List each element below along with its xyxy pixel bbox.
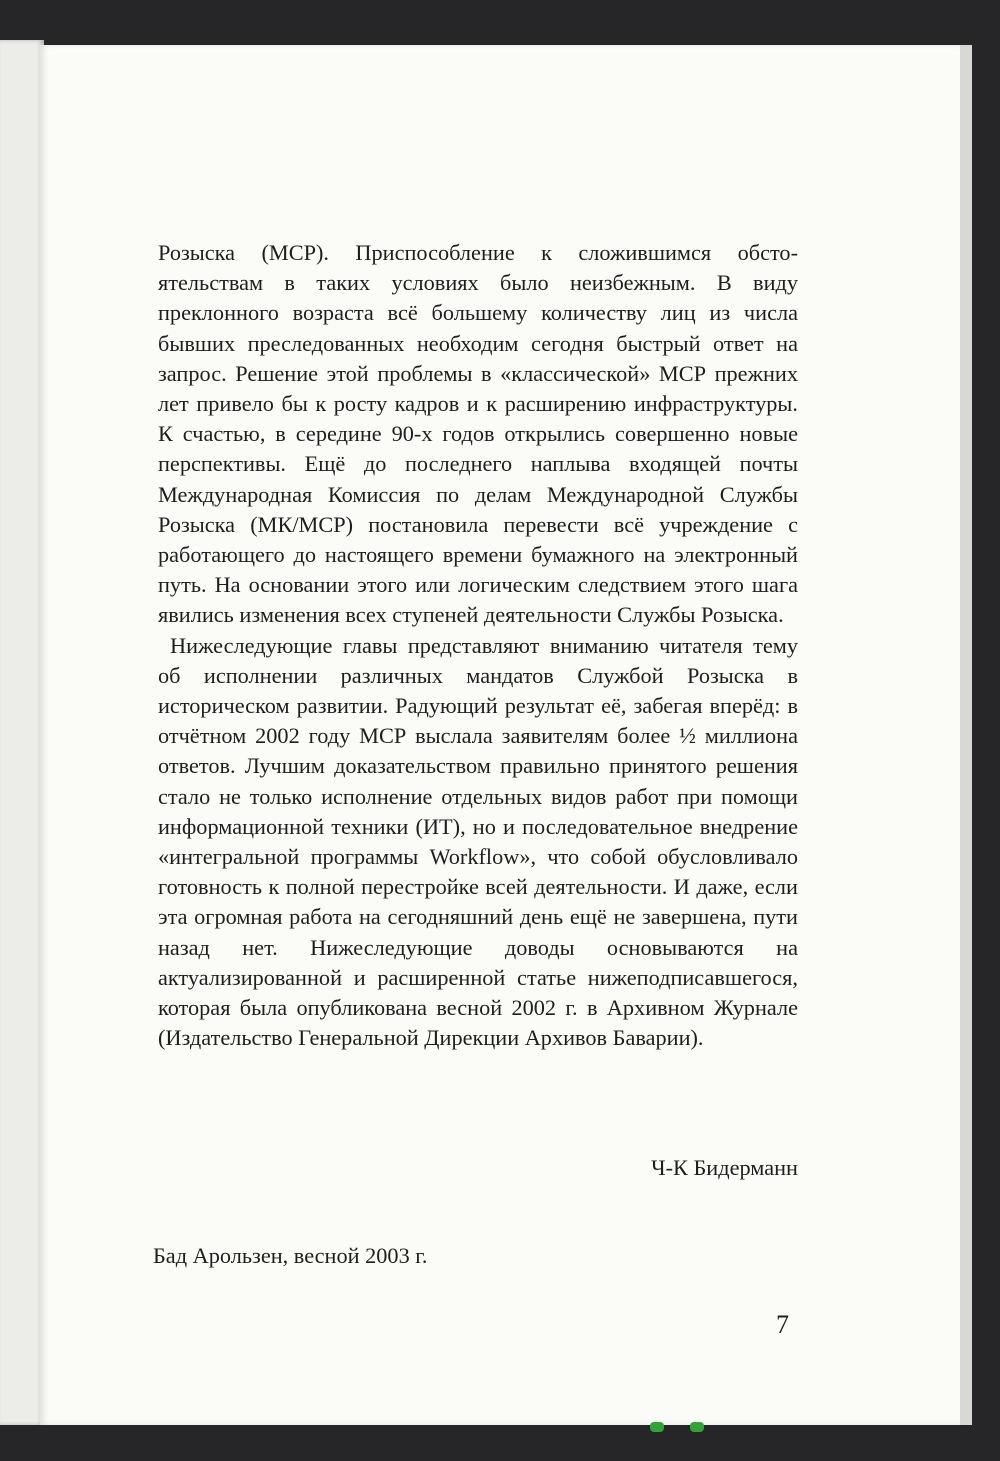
previous-page-edge <box>0 40 44 1425</box>
green-clip-mark-left <box>650 1422 664 1432</box>
author-signature: Ч-К Бидерманн <box>651 1155 798 1180</box>
body-text <box>158 238 798 1053</box>
page-number: 7 <box>776 1310 789 1339</box>
paragraph-1: Розыска (МСР). Приспособление к сложившимся обсто-ятельствам в таких условиях было неизбежным. В виду преклонного возраста всё большему количеству лиц из числа бывших преследованных необходим сегодня быстрый ответ на запрос. Решение этой проблемы в «классической» МСР прежних лет привело бы к росту кадров и к расширению инфраструктуры. К счастью, в середине 90-х годов открылись совершенно новые перспективы. Ещё до последнего наплыва входящей почты Международная Комиссия по делам Международной Службы Розыска (МК/МСР) постановила перевести всё учреждение с работающего до настоящего времени бумажного на электронный путь. На основании этого или логическим следствием этого шага явились изменения всех ступеней деятельности Службы Розыска. <box>158 240 798 628</box>
place-and-date: Бад Арользен, весной 2003 г. <box>153 1243 428 1268</box>
page-right-edge <box>960 45 972 1425</box>
green-clip-mark-right <box>690 1422 704 1432</box>
paragraph-2: Нижеследующие главы представляют вниманию читателя тему об исполнении различных мандатов Службой Розыска в историческом развитии. Радующий результат её, забегая вперёд: в отчётном 2002 году МСР выслала заявителям более ½ миллиона ответов. Лучшим доказательством правильно принятого решения стало не только исполнение отдельных видов работ при помощи информационной техники (ИТ), но и последовательное внедрение «интегральной программы Workflow», что собой обусловливало готовность к полной перестройке всей деятельности. И даже, если эта огромная работа на сегодняшний день ещё не завершена, пути назад нет. Нижеследующие доводы основываются на актуализированной и расширенной статье нижеподписавшегося, которая была опубликована весной 2002 г. в Архивном Журнале (Издательство Генеральной Дирекции Архивов Баварии). <box>158 632 798 1051</box>
